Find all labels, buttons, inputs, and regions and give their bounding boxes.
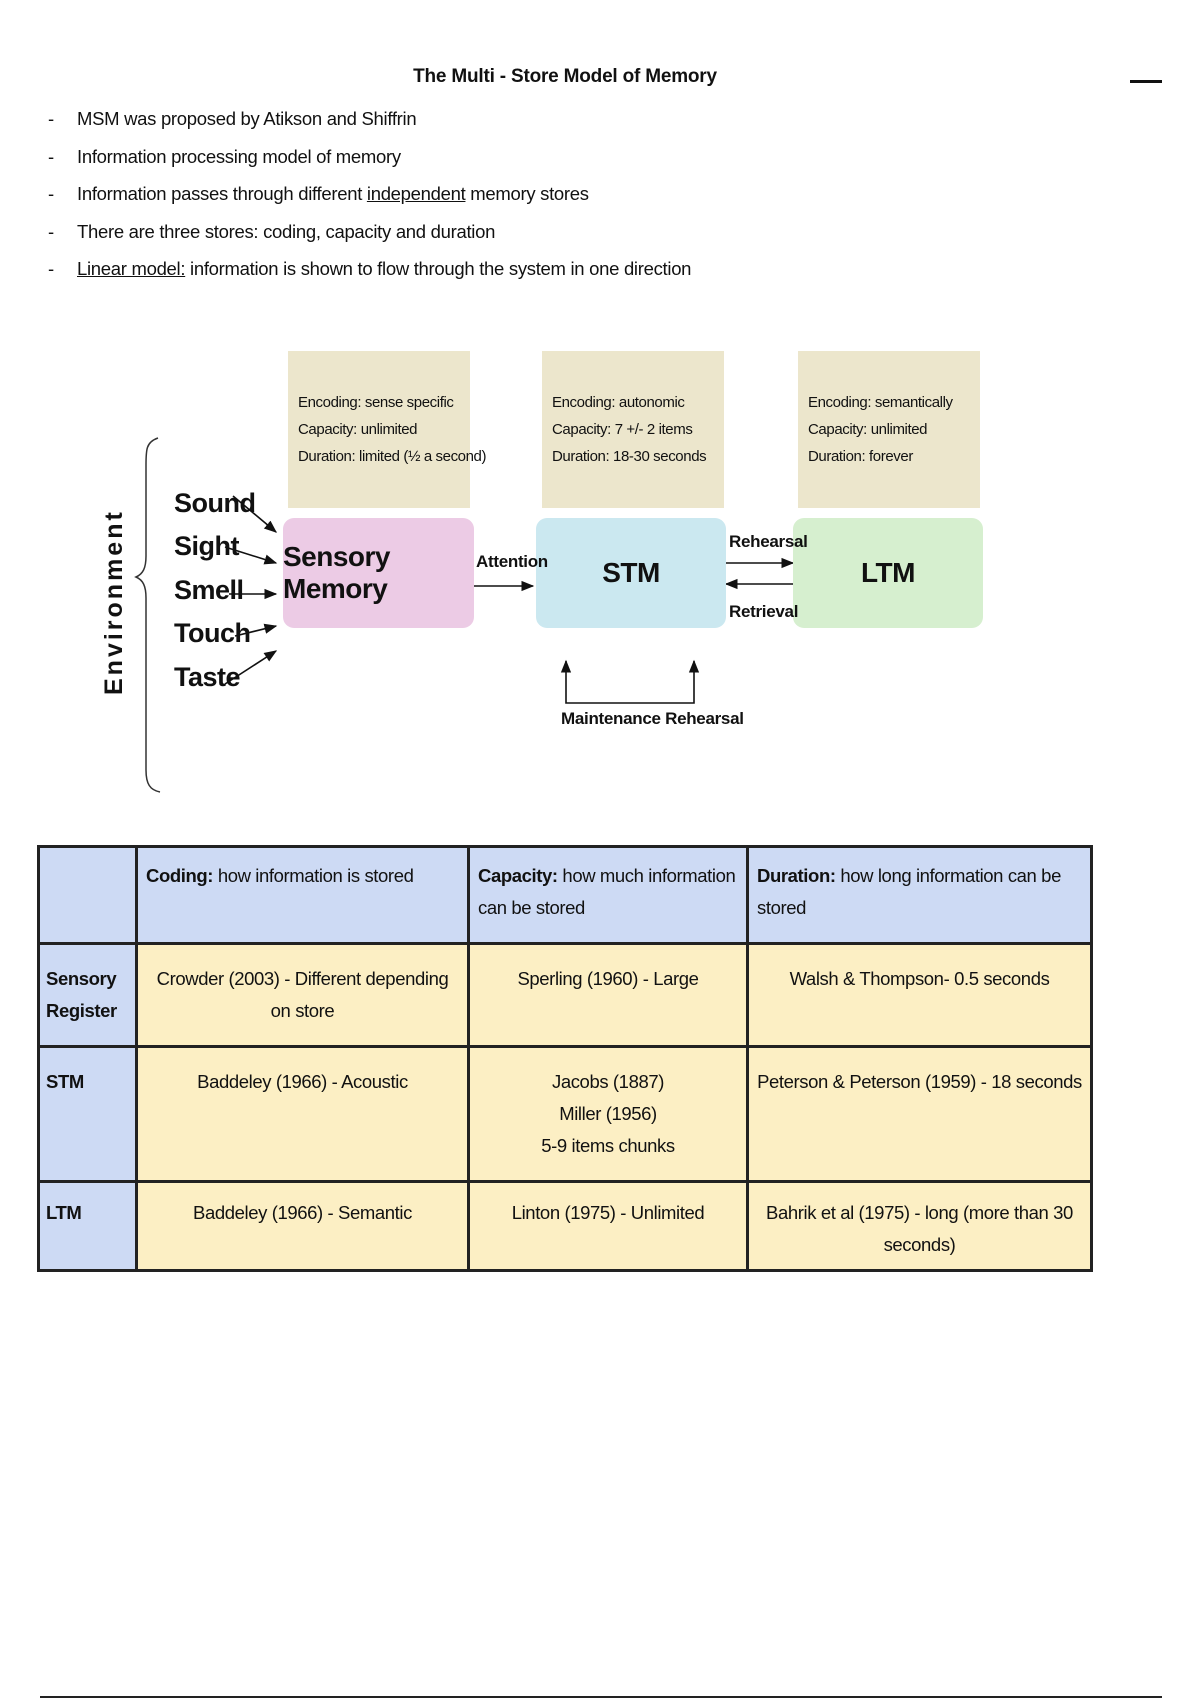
info-duration: Duration: 18-30 seconds — [552, 448, 707, 465]
table-cell — [137, 1182, 469, 1271]
ltm-info — [798, 351, 980, 508]
retrieval-label: Retrieval — [729, 602, 799, 621]
sensory-memory-info — [288, 351, 487, 508]
header-cell — [39, 847, 137, 944]
bullet-list — [48, 104, 691, 292]
bullet-text: Information processing model of memory — [77, 145, 401, 167]
stm-box: STM — [536, 518, 726, 628]
rehearsal-label: Rehearsal — [729, 532, 808, 551]
table-row — [39, 1047, 1092, 1182]
row-label — [39, 1047, 137, 1182]
table-row — [39, 1182, 1092, 1271]
table-row — [39, 944, 1092, 1047]
header-cell — [469, 847, 748, 944]
cell-line: Sperling (1960) - Large — [517, 968, 699, 989]
sense-sound: Sound — [174, 488, 256, 518]
bullet-text: information is shown to flow through the system in one direction — [185, 258, 692, 279]
info-capacity: Capacity: unlimited — [298, 421, 418, 438]
bullet-underlined: Linear model: — [77, 258, 186, 279]
memory-research-table — [37, 845, 1093, 1272]
info-capacity: Capacity: 7 +/- 2 items — [552, 421, 693, 438]
maintenance-rehearsal-label: Maintenance Rehearsal — [561, 709, 744, 728]
row-label-line: Sensory — [46, 968, 117, 989]
table-cell — [469, 944, 748, 1047]
table-header-row — [39, 847, 1092, 944]
bullet-item — [48, 254, 691, 292]
table-cell — [469, 1182, 748, 1271]
info-encoding: Encoding: autonomic — [552, 394, 685, 411]
header-cell — [137, 847, 469, 944]
cell-line: Jacobs (1887) — [551, 1071, 665, 1092]
sense-sight: Sight — [174, 531, 239, 561]
bullet-item — [48, 179, 691, 217]
table-cell — [748, 1182, 1092, 1271]
cell-line: Baddeley (1966) - Acoustic — [197, 1071, 408, 1092]
table-cell — [748, 1047, 1092, 1182]
attention-label: Attention — [476, 552, 548, 571]
sense-touch: Touch — [174, 618, 251, 648]
row-label — [39, 944, 137, 1047]
cell-line: Crowder (2003) - Different depending on store — [156, 968, 449, 1021]
header-text: how much information can be stored — [478, 865, 736, 918]
cell-line: Miller (1956) — [559, 1103, 657, 1124]
info-encoding: Encoding: semantically — [808, 394, 953, 411]
cell-line: Baddeley (1966) - Semantic — [193, 1202, 412, 1223]
cell-line: Peterson & Peterson (1959) - 18 seconds — [757, 1071, 1082, 1092]
sense-smell: Smell — [174, 575, 244, 605]
info-duration: Duration: limited (½ a second) — [298, 448, 487, 465]
row-label-line: STM — [46, 1071, 84, 1092]
cell-line: Linton (1975) - Unlimited — [511, 1202, 705, 1223]
bullet-underlined: independent — [366, 183, 466, 204]
header-text: how information is stored — [213, 865, 414, 886]
table-cell — [469, 1047, 748, 1182]
msm-diagram — [0, 300, 1200, 800]
bullet-text: memory stores — [465, 183, 589, 204]
bullet-item — [48, 217, 691, 255]
bullet-item — [48, 142, 691, 180]
table-cell — [137, 944, 469, 1047]
bottom-rule — [40, 1696, 1162, 1698]
header-text: how long information can be stored — [757, 865, 1061, 918]
header-bold: Duration: — [757, 865, 836, 886]
cell-line: Bahrik et al (1975) - long (more than 30 seconds) — [766, 1202, 1073, 1255]
table-cell — [137, 1047, 469, 1182]
environment-label: Environment — [100, 509, 128, 695]
sense-taste: Taste — [174, 662, 241, 692]
stm-info — [542, 351, 724, 508]
page-dash — [1130, 80, 1162, 83]
sensory-memory-box: Sensory Memory — [283, 518, 474, 628]
table-cell — [748, 944, 1092, 1047]
info-capacity: Capacity: unlimited — [808, 421, 928, 438]
bullet-text: There are three stores: coding, capacity and duration — [77, 220, 496, 242]
row-label-line: Register — [46, 1000, 117, 1021]
environment-brace — [136, 438, 160, 792]
ltm-box: LTM — [793, 518, 983, 628]
bullet-text: Information passes through different — [77, 183, 367, 204]
bullet-text: MSM was proposed by Atikson and Shiffrin — [77, 108, 417, 129]
bullet-item — [48, 104, 691, 142]
row-label-line: LTM — [46, 1202, 82, 1223]
cell-line: 5-9 items chunks — [541, 1135, 675, 1156]
maintenance-rehearsal-loop — [566, 661, 694, 703]
info-encoding: Encoding: sense specific — [298, 394, 454, 411]
header-bold: Coding: — [146, 865, 214, 886]
page-title: The Multi - Store Model of Memory — [413, 66, 717, 87]
header-cell — [748, 847, 1092, 944]
header-bold: Capacity: — [478, 865, 558, 886]
info-duration: Duration: forever — [808, 448, 913, 465]
row-label — [39, 1182, 137, 1271]
cell-line: Walsh & Thompson- 0.5 seconds — [789, 968, 1050, 989]
